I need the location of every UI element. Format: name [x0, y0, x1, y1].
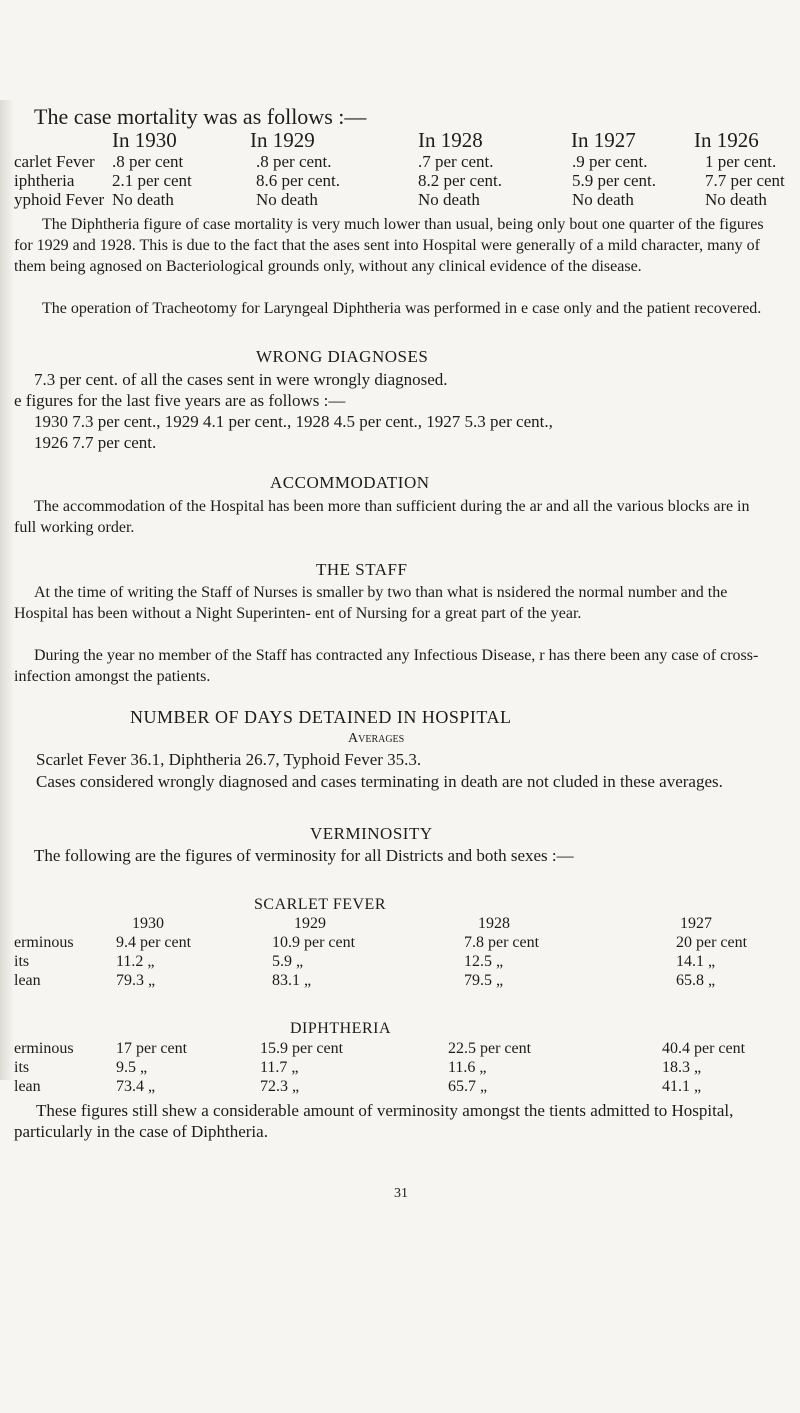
mortality-row-label: iphtheria: [14, 171, 75, 190]
page-number: 31: [394, 1186, 408, 1201]
mortality-cell: No death: [112, 190, 174, 209]
mortality-cell: No death: [572, 190, 634, 209]
tracheotomy-paragraph: The operation of Tracheotomy for Laryngeal Diphtheria was performed in e case only and the patient recovered.: [42, 300, 762, 317]
table-cell: 9.5 „: [116, 1059, 148, 1076]
staff-paragraph: At the time of writing the Staff of Nurses is smaller by two than what is nsidered the normal number and the Hospital has been without a Night Superinten- ent of Nursing for a great part of the year.: [14, 584, 728, 622]
table-cell: 11.6 „: [448, 1059, 487, 1076]
table-cell: 12.5 „: [464, 953, 504, 970]
verminosity-heading: VERMINOSITY: [310, 824, 433, 843]
table-cell: 79.3 „: [116, 972, 156, 989]
table-cell: 83.1 „: [272, 972, 312, 989]
table-row-label: lean: [14, 972, 41, 989]
mortality-cell: .7 per cent.: [418, 152, 494, 171]
mortality-cell: No death: [418, 190, 480, 209]
staff-heading: THE STAFF: [316, 560, 408, 579]
table-cell: 5.9 „: [272, 953, 304, 970]
table-cell: 14.1 „: [676, 953, 716, 970]
table-cell: 65.8 „: [676, 972, 716, 989]
page-edge-shadow: [0, 100, 14, 1080]
mortality-year-1929: In 1929: [250, 128, 315, 152]
wrong-diagnoses-heading: WRONG DIAGNOSES: [256, 347, 429, 366]
mortality-row-label: carlet Fever: [14, 152, 95, 171]
accommodation-heading: ACCOMMODATION: [270, 473, 430, 492]
staff-paragraph: During the year no member of the Staff has contracted any Infectious Disease, r has there been any case of cross-infection amongst the patients.: [14, 647, 759, 685]
mortality-paragraph: The Diphtheria figure of case mortality is very much lower than usual, being only bout one quarter of the figures for 1929 and 1928. This is due to the fact that the ases sent into Hospital were generally of a mild character, many of them being agnosed on Bacteriological grounds only, without any clinical evidence of the disease.: [14, 216, 764, 275]
table-cell: 79.5 „: [464, 972, 504, 989]
mortality-intro: The case mortality was as follows :—: [34, 104, 367, 129]
averages-subheading: Averages: [348, 731, 405, 746]
table-year-header: 1928: [478, 915, 510, 932]
table-cell: 73.4 „: [116, 1078, 156, 1095]
table-cell: 65.7 „: [448, 1078, 488, 1095]
table-cell: 18.3 „: [662, 1059, 702, 1076]
table-cell: 9.4 per cent: [116, 934, 192, 951]
mortality-year-1926: In 1926: [694, 128, 759, 152]
mortality-cell: No death: [256, 190, 318, 209]
table-cell: 72.3 „: [260, 1078, 300, 1095]
mortality-year-1928: In 1928: [418, 128, 483, 152]
mortality-cell: 2.1 per cent: [112, 171, 192, 190]
verminosity-closing: These figures still shew a considerable amount of verminosity amongst the tients admitted to Hospital, particularly in the case of Diphtheria.: [14, 1101, 734, 1141]
mortality-cell: 5.9 per cent.: [572, 171, 657, 190]
table-year-header: 1929: [294, 915, 326, 932]
averages-note: Cases considered wrongly diagnosed and cases terminating in death are not cluded in these averages.: [36, 772, 723, 791]
table-row-label: erminous: [14, 1040, 74, 1057]
mortality-cell: 1 per cent.: [705, 152, 777, 171]
accommodation-paragraph: The accommodation of the Hospital has been more than sufficient during the ar and all the various blocks are in full working order.: [14, 498, 750, 536]
wrong-diagnoses-line: 1930 7.3 per cent., 1929 4.1 per cent., 1928 4.5 per cent., 1927 5.3 per cent.,: [34, 412, 553, 431]
table-cell: 10.9 per cent: [272, 934, 356, 951]
mortality-year-1930: In 1930: [112, 128, 177, 152]
mortality-cell: .8 per cent: [112, 152, 184, 171]
table-year-header: 1930: [132, 915, 164, 932]
table-cell: 22.5 per cent: [448, 1040, 532, 1057]
table-cell: 7.8 per cent: [464, 934, 540, 951]
mortality-cell: No death: [705, 190, 767, 209]
table-cell: 17 per cent: [116, 1040, 188, 1057]
table-year-header: 1927: [680, 915, 712, 932]
table-cell: 40.4 per cent: [662, 1040, 746, 1057]
mortality-cell: 8.6 per cent.: [256, 171, 341, 190]
mortality-year-1927: In 1927: [571, 128, 636, 152]
table-cell: 11.2 „: [116, 953, 155, 970]
wrong-diagnoses-line: 7.3 per cent. of all the cases sent in were wrongly diagnosed.: [34, 370, 448, 389]
table-cell: 15.9 per cent: [260, 1040, 344, 1057]
mortality-row-label: yphoid Fever: [14, 190, 105, 209]
scarlet-fever-title: SCARLET FEVER: [254, 896, 386, 913]
mortality-cell: 7.7 per cent: [705, 171, 785, 190]
table-row-label: erminous: [14, 934, 74, 951]
wrong-diagnoses-line: 1926 7.7 per cent.: [34, 433, 157, 452]
mortality-cell: .8 per cent.: [256, 152, 332, 171]
averages-line: Scarlet Fever 36.1, Diphtheria 26.7, Typhoid Fever 35.3.: [36, 750, 422, 769]
days-detained-heading: NUMBER OF DAYS DETAINED IN HOSPITAL: [130, 707, 512, 727]
table-cell: 11.7 „: [260, 1059, 299, 1076]
mortality-cell: .9 per cent.: [572, 152, 648, 171]
table-row-label: its: [14, 1059, 30, 1076]
table-cell: 41.1 „: [662, 1078, 702, 1095]
diphtheria-title: DIPHTHERIA: [290, 1020, 391, 1037]
verminosity-intro: The following are the figures of verminosity for all Districts and both sexes :—: [34, 846, 574, 865]
table-row-label: lean: [14, 1078, 41, 1095]
wrong-diagnoses-line: e figures for the last five years are as follows :—: [14, 391, 346, 410]
mortality-cell: 8.2 per cent.: [418, 171, 503, 190]
table-row-label: its: [14, 953, 30, 970]
table-cell: 20 per cent: [676, 934, 748, 951]
